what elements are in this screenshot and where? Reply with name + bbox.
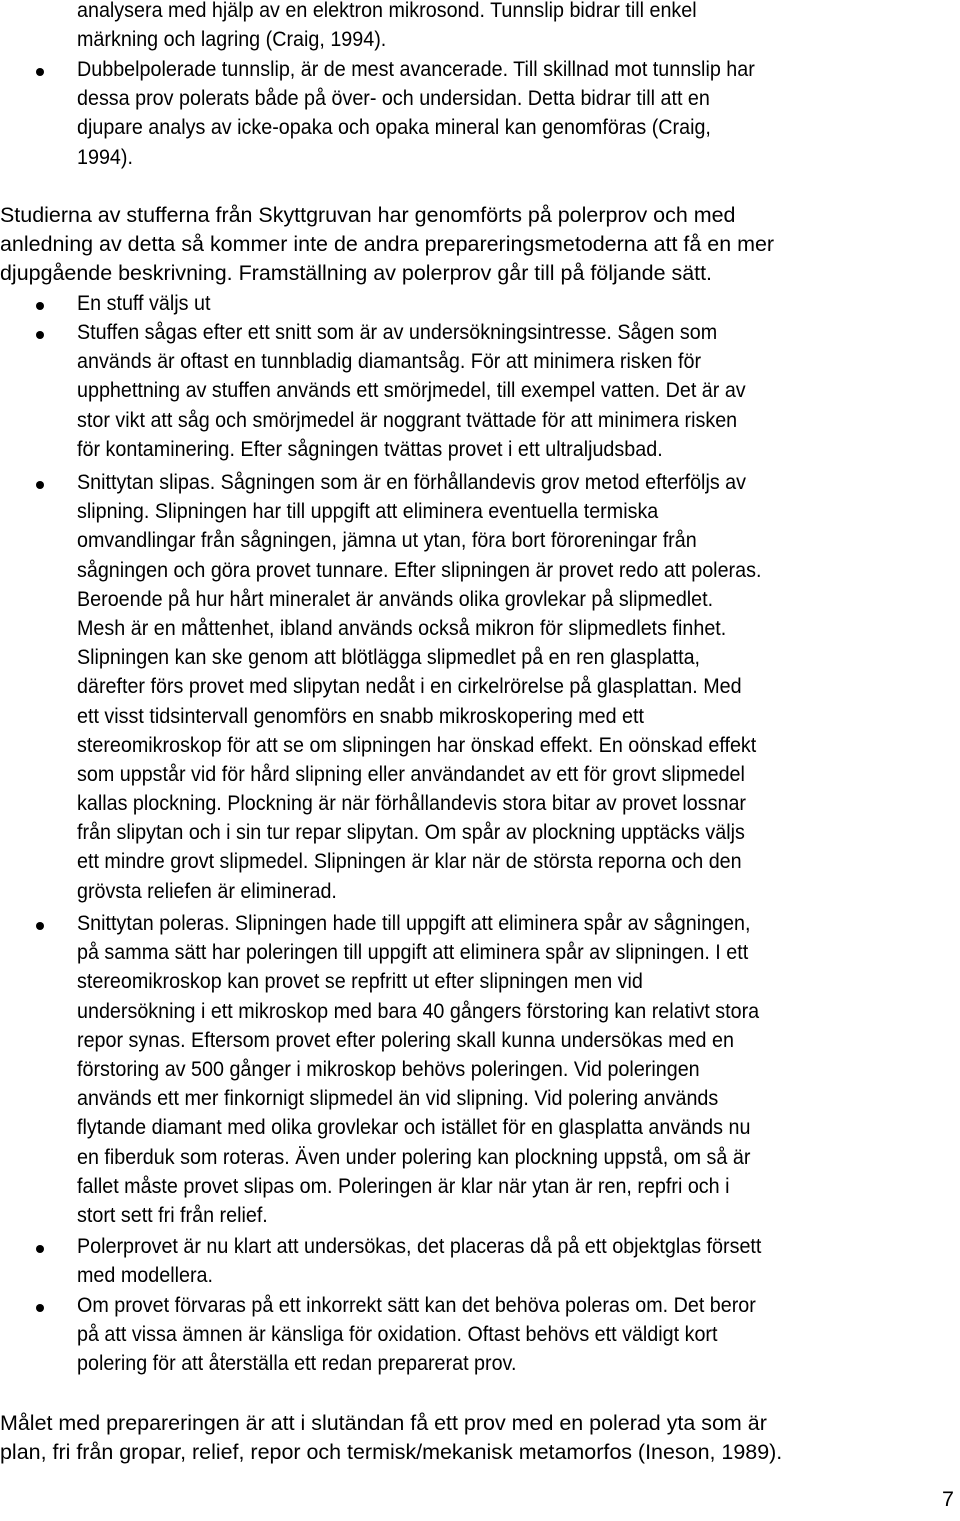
text-line: för kontaminering. Efter sågningen tvättas provet i ett ultraljudsbad.	[77, 436, 663, 461]
closing-paragraph	[0, 1409, 960, 1467]
step-item	[0, 289, 960, 318]
text-line: Mesh är en måttenhet, ibland används också mikron för slipmedlets finhet.	[77, 615, 727, 640]
text-line: Snittytan slipas. Sågningen som är en förhållandevis grov metod efterföljs av	[77, 470, 747, 494]
text-line: slipning. Slipningen har till uppgift att eliminera eventuella termiska	[77, 499, 659, 524]
text-line: Målet med prepareringen är att i slutändan få ett prov med en polerad yta som är	[0, 1411, 767, 1435]
text-line: En stuff väljs ut	[77, 291, 211, 315]
text-line: omvandlingar från sågningen, jämna ut ytan, föra bort föroreningar från	[77, 528, 697, 553]
page-number: 7	[942, 1487, 954, 1511]
text-line: sågningen och göra provet tunnare. Efter slipningen är provet redo att poleras.	[77, 557, 762, 582]
text-line: Studierna av stufferna från Skyttgruvan har genomförts på polerprov och med	[0, 203, 736, 227]
text-line: på att vissa ämnen är känsliga för oxidation. Oftast behövs ett väldigt kort	[77, 1322, 718, 1347]
text-line: stereomikroskop kan provet se repfritt ut efter slipningen men vid	[77, 969, 643, 994]
text-line: kallas plockning. Plockning är när förhållandevis stora bitar av provet lossnar	[77, 791, 746, 816]
step-item	[0, 318, 960, 464]
text-line: ett visst tidsintervall genomförs en snabb mikroskopering med ett	[77, 703, 644, 728]
text-line: djupgående beskrivning. Framställning av polerprov går till på följande sätt.	[0, 261, 713, 286]
text-line: stereomikroskop för att se om slipningen har önskad effekt. En oönskad effekt	[77, 732, 757, 757]
text-line: används ett mer finkornigt slipmedel än vid slipning. Vid polering används	[77, 1086, 719, 1111]
text-line: polering för att återställa ett redan preparerat prov.	[77, 1351, 517, 1376]
text-line: Stuffen sågas efter ett snitt som är av undersökningsintresse. Sågen som	[77, 320, 718, 344]
text-line: analysera med hjälp av en elektron mikrosond. Tunnslip bidrar till enkel	[77, 0, 697, 22]
text-line: Om provet förvaras på ett inkorrekt sätt kan det behöva poleras om. Det beror	[77, 1293, 756, 1317]
text-line: anledning av detta så kommer inte de andra prepareringsmetoderna att få en mer	[0, 232, 775, 257]
text-line: en fiberduk som roteras. Även under polering kan plockning uppstå, om så är	[77, 1144, 751, 1169]
text-line: används är oftast en tunnbladig diamantsåg. För att minimera risken för	[77, 349, 702, 374]
step-item	[0, 468, 960, 906]
text-line: märkning och lagring (Craig, 1994).	[77, 27, 387, 52]
text-line: repor synas. Eftersom provet efter polering skall kunna undersökas med en	[77, 1027, 734, 1052]
intro-paragraph	[0, 201, 960, 289]
text-line: på samma sätt har poleringen till uppgift att eliminera spår av slipningen. I ett	[77, 940, 749, 965]
text-line: upphettning av stuffen används ett smörjmedel, till exempel vatten. Det är av	[77, 378, 746, 403]
text-line: 1994).	[77, 144, 133, 169]
text-line: djupare analys av icke-opaka och opaka mineral kan genomföras (Craig,	[77, 115, 711, 140]
text-line: ett mindre grovt slipmedel. Slipningen är klar när de största reporna och den	[77, 849, 742, 874]
text-line: Dubbelpolerade tunnslip, är de mest avancerade. Till skillnad mot tunnslip har	[77, 57, 755, 81]
step-item	[0, 1291, 960, 1379]
step-item	[0, 909, 960, 1230]
text-line: grövsta reliefen är eliminerad.	[77, 878, 337, 903]
text-line: fallet måste provet slipas om. Poleringen är klar när ytan är ren, repfri och i	[77, 1173, 730, 1198]
bullet-item-double-polished	[0, 55, 960, 172]
text-line: Slipningen kan ske genom att blötlägga slipmedlet på en ren glasplatta,	[77, 645, 701, 670]
text-line: med modellera.	[77, 1263, 213, 1288]
text-line: Polerprovet är nu klart att undersökas, det placeras då på ett objektglas försett	[77, 1234, 762, 1258]
text-line: som uppstår vid för hård slipning eller användandet av ett för grovt slipmedel	[77, 761, 745, 786]
text-line: därefter förs provet med slipytan nedåt i en cirkelrörelse på glasplattan. Med	[77, 674, 742, 699]
text-line: undersökning i ett mikroskop med bara 40 gångers förstoring kan relativt stora	[77, 998, 760, 1023]
text-line: stor vikt att såg och smörjmedel är noggrant tvättade för att minimera risken	[77, 407, 738, 432]
text-line: Beroende på hur hårt mineralet är används olika grovlekar på slipmedlet.	[77, 586, 714, 611]
text-line: plan, fri från gropar, relief, repor och termisk/mekanisk metamorfos (Ineson, 1989).	[0, 1440, 783, 1465]
bullet-continuation	[0, 0, 960, 54]
step-item	[0, 1232, 960, 1290]
text-line: stort sett fri från relief.	[77, 1202, 268, 1227]
text-line: dessa prov polerats både på över- och undersidan. Detta bidrar till att en	[77, 86, 710, 111]
text-line: från slipytan och i sin tur repar slipytan. Om spår av plockning upptäcks väljs	[77, 820, 745, 845]
text-line: flytande diamant med olika grovlekar och istället för en glasplatta används nu	[77, 1115, 751, 1140]
text-line: förstoring av 500 gånger i mikroskop behövs poleringen. Vid poleringen	[77, 1056, 700, 1081]
text-line: Snittytan poleras. Slipningen hade till uppgift att eliminera spår av sågningen,	[77, 911, 751, 935]
